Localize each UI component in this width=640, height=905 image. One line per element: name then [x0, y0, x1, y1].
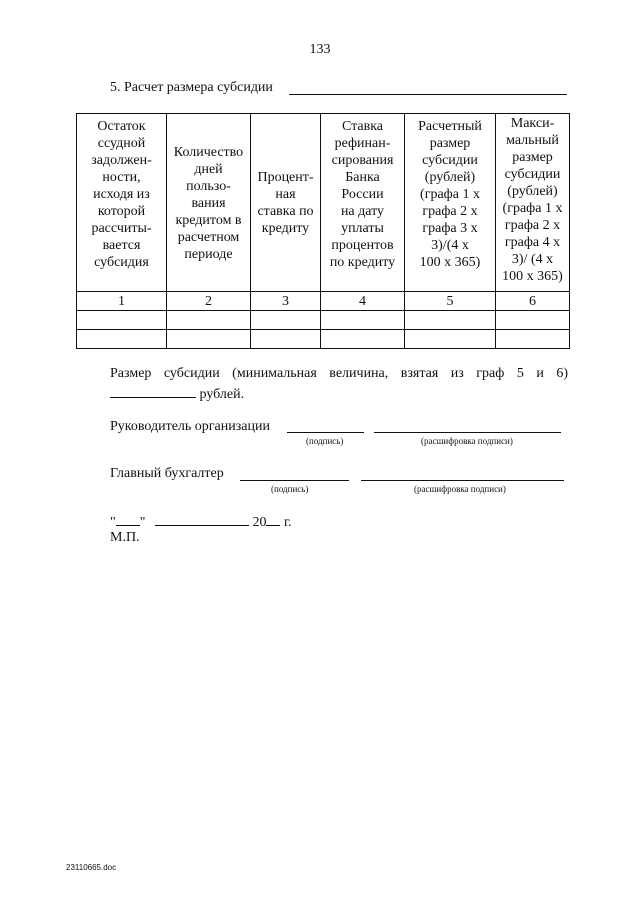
- section-heading: 5. Расчет размера субсидии: [110, 80, 273, 95]
- column-header-line: субсидия: [94, 255, 149, 270]
- column-number: 5: [405, 292, 496, 311]
- year-blank-line: [266, 513, 280, 526]
- head-signature-label: Руководитель организации: [110, 419, 270, 434]
- column-number: 6: [496, 292, 570, 311]
- column-header-1: [77, 114, 167, 292]
- table-cell: [251, 330, 321, 349]
- column-header-line: кредитом в: [175, 213, 242, 228]
- column-header-line: на дату: [340, 204, 385, 219]
- table-cell: [77, 330, 167, 349]
- date-line: [110, 513, 292, 531]
- column-header-line: которой: [97, 204, 146, 219]
- column-header-line: (графа 1 x: [420, 187, 480, 202]
- column-number: 3: [251, 292, 321, 311]
- column-header-line: задолжен-: [91, 153, 152, 168]
- head-name-line: [374, 432, 561, 433]
- column-header-line: периоде: [184, 247, 233, 262]
- table-cell: [321, 311, 405, 330]
- footer-file-name: 23110665.doc: [66, 863, 117, 872]
- table-cell: [496, 330, 570, 349]
- column-header-line: графа 2 x: [504, 218, 561, 233]
- column-header-line: сирования: [331, 153, 394, 168]
- date-open-quote: ": [110, 515, 116, 530]
- column-number: 4: [321, 292, 405, 311]
- column-header-line: рефинан-: [334, 136, 391, 151]
- column-header-line: вания: [191, 196, 226, 211]
- column-header-line: рассчиты-: [91, 221, 152, 236]
- column-number: 1: [77, 292, 167, 311]
- column-header-line: субсидии: [504, 167, 561, 182]
- column-header-line: субсидии: [422, 153, 478, 168]
- rubles-label: рублей.: [199, 387, 245, 402]
- column-header-line: расчетном: [177, 230, 240, 245]
- column-header-line: дней: [194, 162, 223, 177]
- column-header-line: уплаты: [341, 221, 384, 236]
- heading-fill-line: [289, 94, 567, 95]
- column-header-6: [496, 114, 570, 292]
- column-header-line: размер: [512, 150, 553, 165]
- column-header-2: [167, 114, 251, 292]
- day-blank-line: [116, 513, 140, 526]
- column-number-row: [77, 292, 570, 311]
- column-header-line: вается: [102, 238, 141, 253]
- date-close-quote: ": [139, 515, 146, 530]
- accountant-name-line: [361, 480, 564, 481]
- column-header-line: Макси-: [510, 116, 555, 131]
- table-header-row: [77, 114, 570, 292]
- subsidy-calculation-table: [76, 113, 570, 349]
- table-cell: [167, 330, 251, 349]
- column-header-line: Ставка: [341, 119, 384, 134]
- accountant-name-caption: (расшифровка подписи): [414, 484, 506, 494]
- column-header-line: (рублей): [507, 184, 558, 199]
- column-header-line: (графа 1 x: [502, 201, 563, 216]
- column-header-line: ставка по: [257, 203, 314, 219]
- table-row: [77, 311, 570, 330]
- column-header-line: Расчетный: [418, 119, 482, 134]
- table-cell: [405, 330, 496, 349]
- table-cell: [167, 311, 251, 330]
- column-header-line: Процент-: [257, 169, 314, 185]
- column-header-line: Банка: [345, 170, 380, 185]
- page-number: 133: [309, 42, 331, 57]
- stamp-place: М.П.: [110, 530, 140, 545]
- column-header-line: исходя из: [93, 187, 150, 202]
- column-header-line: Количество: [173, 145, 244, 160]
- column-header-line: 3)/(4 x: [431, 238, 469, 253]
- column-header-line: России: [341, 187, 384, 202]
- amount-blank-line: [110, 385, 196, 398]
- table-row: [77, 330, 570, 349]
- table-cell: [496, 311, 570, 330]
- column-header-line: графа 2 x: [422, 204, 478, 219]
- column-header-line: Остаток: [97, 119, 146, 134]
- table-cell: [251, 311, 321, 330]
- column-header-line: графа 3 x: [422, 221, 478, 236]
- table-cell: [321, 330, 405, 349]
- column-number: 2: [167, 292, 251, 311]
- column-header-line: (рублей): [424, 170, 476, 185]
- head-signature-caption: (подпись): [306, 436, 344, 446]
- head-name-caption: (расшифровка подписи): [421, 436, 513, 446]
- month-blank-line: [155, 513, 249, 526]
- table-cell: [77, 311, 167, 330]
- column-header-line: ссудной: [97, 136, 146, 151]
- subsidy-amount-line: [110, 385, 244, 403]
- column-header-line: ная: [275, 186, 296, 202]
- table-cell: [405, 311, 496, 330]
- head-signature-line: [287, 432, 364, 433]
- column-header-line: мальный: [506, 133, 559, 148]
- column-header-4: [321, 114, 405, 292]
- year-suffix: г.: [283, 515, 292, 530]
- accountant-signature-label: Главный бухгалтер: [110, 466, 224, 481]
- column-header-line: пользо-: [186, 179, 231, 194]
- column-header-5: [405, 114, 496, 292]
- column-header-line: 3)/ (4 x: [511, 252, 554, 267]
- column-header-line: 100 x 365): [502, 269, 563, 284]
- column-header-line: графа 4 x: [504, 235, 561, 250]
- column-header-3: [251, 114, 321, 292]
- year-prefix: 20: [252, 515, 267, 530]
- column-header-line: процентов: [331, 238, 394, 253]
- accountant-signature-caption: (подпись): [271, 484, 309, 494]
- column-header-line: размер: [429, 136, 471, 151]
- accountant-signature-line: [240, 480, 349, 481]
- subsidy-size-text: Размер субсидии (минимальная величина, взятая из граф 5 и 6): [110, 366, 568, 381]
- column-header-line: по кредиту: [329, 255, 396, 270]
- column-header-line: ности,: [102, 170, 141, 185]
- column-header-line: кредиту: [261, 220, 310, 236]
- column-header-line: 100 x 365): [419, 255, 481, 270]
